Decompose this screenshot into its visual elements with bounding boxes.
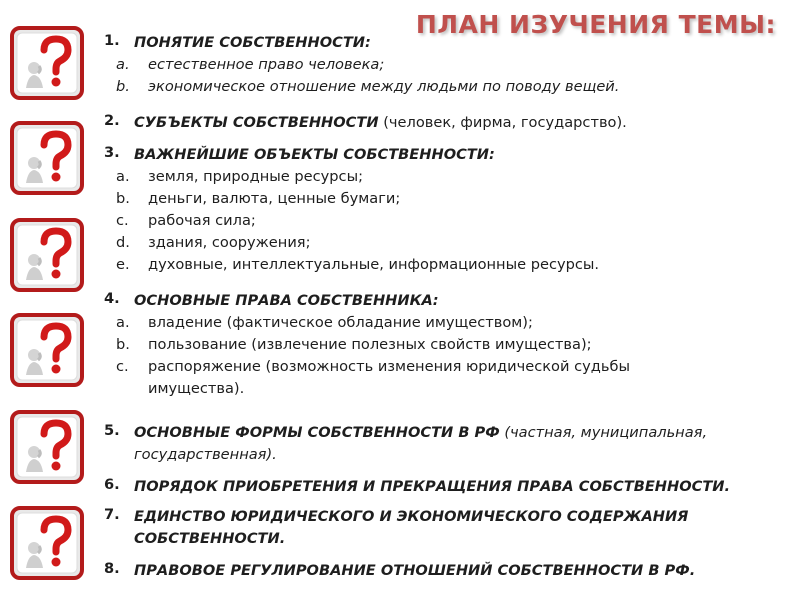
icon-column — [10, 0, 90, 600]
item-number: 3. — [104, 144, 120, 161]
question-mark-figure-icon — [10, 506, 86, 582]
item-heading: СУБЪЕКТЫ СОБСТВЕННОСТИ — [134, 114, 379, 131]
sub-item: b. экономическое отношение между людьми по поводу вещей. — [116, 78, 620, 95]
item-heading: ОСНОВНЫЕ ФОРМЫ СОБСТВЕННОСТИ В РФ — [134, 424, 500, 441]
sub-item: a. естественное право человека; — [116, 56, 385, 73]
question-mark-figure-icon — [10, 26, 86, 102]
sub-item: c. рабочая сила; — [116, 212, 256, 229]
item-heading: ОСНОВНЫЕ ПРАВА СОБСТВЕННИКА: — [134, 292, 439, 309]
sub-item: a. владение (фактическое обладание имуществом); — [116, 314, 533, 331]
item-heading-continued: СОБСТВЕННОСТИ. — [134, 530, 286, 547]
question-mark-figure-icon — [10, 218, 86, 294]
sub-item: b. пользование (извлечение полезных свойств имущества); — [116, 336, 592, 353]
sub-item: b. деньги, валюта, ценные бумаги; — [116, 190, 401, 207]
item-number: 6. — [104, 476, 120, 493]
sub-item: e. духовные, интеллектуальные, информационные ресурсы. — [116, 256, 600, 273]
question-mark-figure-icon — [10, 313, 86, 389]
item-note-continued: государственная). — [134, 446, 277, 463]
slide-title: ПЛАН ИЗУЧЕНИЯ ТЕМЫ: — [415, 10, 776, 39]
list-item — [104, 112, 784, 134]
list-item — [104, 32, 784, 98]
question-mark-figure-icon — [10, 121, 86, 197]
list-item — [104, 422, 784, 466]
item-number: 1. — [104, 32, 120, 49]
sub-item: d. здания, сооружения; — [116, 234, 311, 251]
item-heading: ПОРЯДОК ПРИОБРЕТЕНИЯ И ПРЕКРАЩЕНИЯ ПРАВА СОБСТВЕННОСТИ. — [134, 478, 731, 495]
question-mark-figure-icon — [10, 410, 86, 486]
item-note: (частная, муниципальная, — [499, 424, 708, 441]
item-number: 4. — [104, 290, 120, 307]
list-item — [104, 506, 784, 550]
item-heading: ПРАВОВОЕ РЕГУЛИРОВАНИЕ ОТНОШЕНИЙ СОБСТВЕННОСТИ В РФ. — [134, 562, 696, 579]
item-heading: ВАЖНЕЙШИЕ ОБЪЕКТЫ СОБСТВЕННОСТИ: — [134, 146, 495, 163]
list-item — [104, 290, 784, 400]
item-number: 5. — [104, 422, 120, 439]
sub-item: c. распоряжение (возможность изменения юридической судьбы имущества). — [116, 358, 630, 397]
item-number: 8. — [104, 560, 120, 577]
item-number: 2. — [104, 112, 120, 129]
item-heading: ЕДИНСТВО ЮРИДИЧЕСКОГО И ЭКОНОМИЧЕСКОГО СОДЕРЖАНИЯ — [134, 508, 689, 525]
list-item — [104, 560, 784, 582]
item-note: (человек, фирма, государство). — [378, 114, 627, 131]
list-item — [104, 144, 784, 276]
item-heading: ПОНЯТИЕ СОБСТВЕННОСТИ: — [134, 34, 371, 51]
sub-item: a. земля, природные ресурсы; — [116, 168, 364, 185]
item-number: 7. — [104, 506, 120, 523]
list-item — [104, 476, 784, 498]
